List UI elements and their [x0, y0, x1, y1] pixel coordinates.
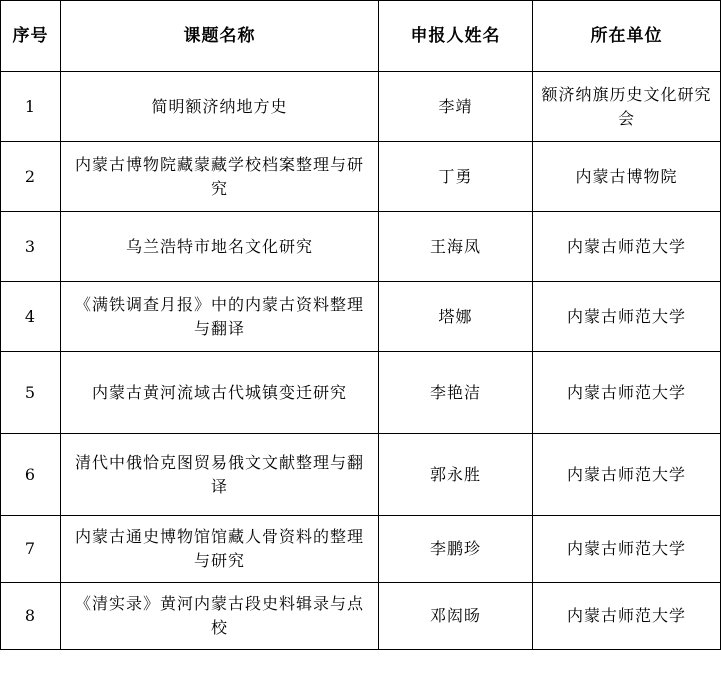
- row-title: 《清实录》黄河内蒙古段史料辑录与点校: [61, 583, 379, 650]
- row-unit: 内蒙古师范大学: [533, 583, 721, 650]
- row-index: 6: [1, 434, 61, 516]
- row-applicant: 李鹏珍: [379, 516, 533, 583]
- row-unit: 内蒙古师范大学: [533, 516, 721, 583]
- table-row: [1, 516, 721, 583]
- table-row: [1, 282, 721, 352]
- row-unit: 内蒙古师范大学: [533, 352, 721, 434]
- row-applicant: 李艳洁: [379, 352, 533, 434]
- row-title: 《满铁调查月报》中的内蒙古资料整理与翻译: [61, 282, 379, 352]
- row-applicant: 丁勇: [379, 142, 533, 212]
- row-title: 内蒙古通史博物馆馆藏人骨资料的整理与研究: [61, 516, 379, 583]
- header-index: 序号: [1, 1, 61, 72]
- row-unit: 内蒙古师范大学: [533, 282, 721, 352]
- row-title: 内蒙古黄河流域古代城镇变迁研究: [61, 352, 379, 434]
- table-row: [1, 142, 721, 212]
- table-row: [1, 434, 721, 516]
- row-index: 4: [1, 282, 61, 352]
- row-applicant: 王海凤: [379, 212, 533, 282]
- table-row: [1, 72, 721, 142]
- row-unit: 内蒙古师范大学: [533, 434, 721, 516]
- row-title: 简明额济纳地方史: [61, 72, 379, 142]
- row-index: 3: [1, 212, 61, 282]
- row-index: 5: [1, 352, 61, 434]
- row-applicant: 李靖: [379, 72, 533, 142]
- row-applicant: 邓闳旸: [379, 583, 533, 650]
- row-index: 1: [1, 72, 61, 142]
- row-unit: 内蒙古博物院: [533, 142, 721, 212]
- header-unit: 所在单位: [533, 1, 721, 72]
- table-row: [1, 352, 721, 434]
- table-row: [1, 212, 721, 282]
- row-index: 8: [1, 583, 61, 650]
- table-row: [1, 583, 721, 650]
- row-title: 清代中俄恰克图贸易俄文文献整理与翻译: [61, 434, 379, 516]
- row-title: 乌兰浩特市地名文化研究: [61, 212, 379, 282]
- row-index: 2: [1, 142, 61, 212]
- row-unit: 额济纳旗历史文化研究会: [533, 72, 721, 142]
- row-title: 内蒙古博物院藏蒙藏学校档案整理与研究: [61, 142, 379, 212]
- header-title: 课题名称: [61, 1, 379, 72]
- row-applicant: 塔娜: [379, 282, 533, 352]
- header-row: [1, 1, 721, 72]
- header-applicant: 申报人姓名: [379, 1, 533, 72]
- row-applicant: 郭永胜: [379, 434, 533, 516]
- row-index: 7: [1, 516, 61, 583]
- row-unit: 内蒙古师范大学: [533, 212, 721, 282]
